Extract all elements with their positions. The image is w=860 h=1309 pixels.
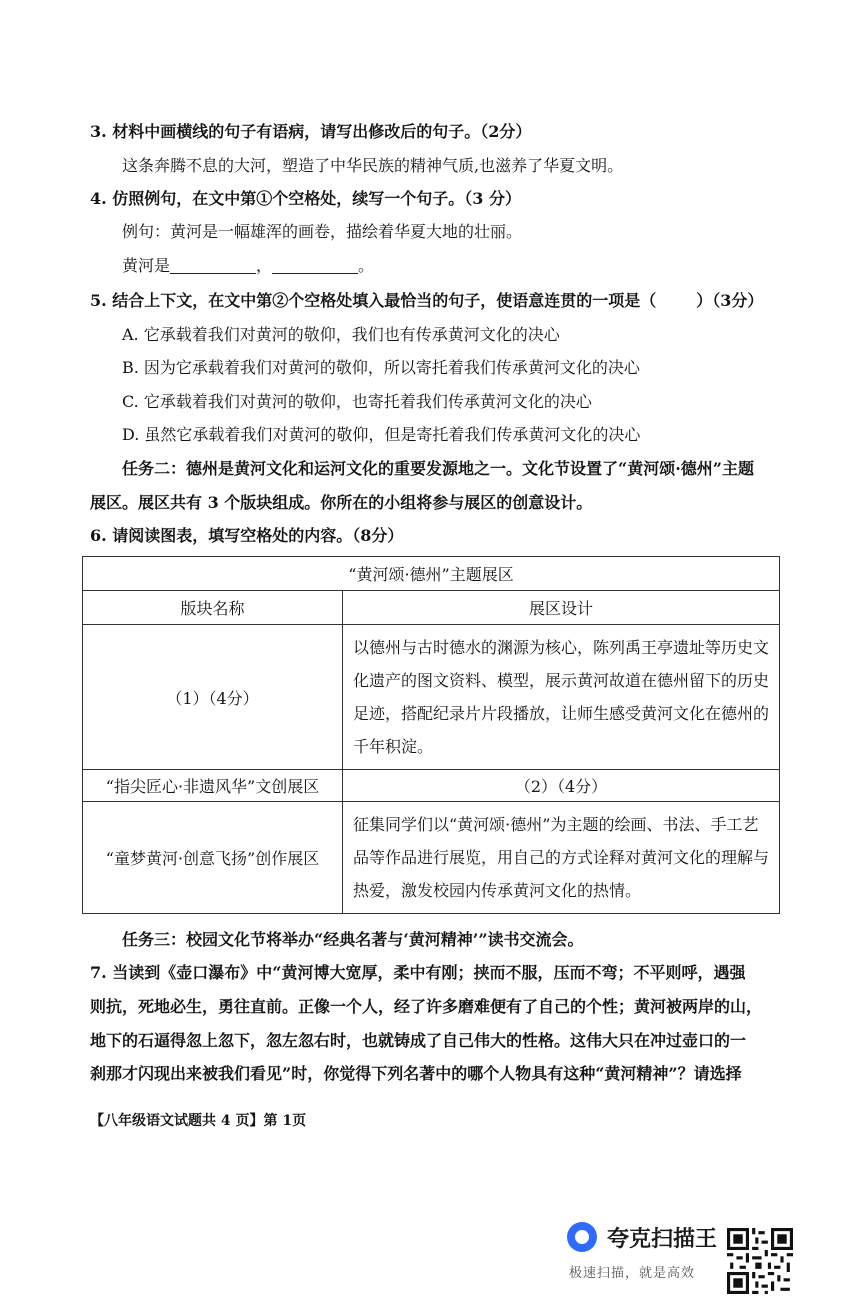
exhibit-table — [82, 556, 780, 914]
q4-blank-1[interactable] — [170, 257, 256, 274]
q5-prompt-line — [90, 290, 763, 312]
q4-fill-start: 黄河是 — [122, 256, 171, 275]
brand-slogan: 极速扫描，就是高效 — [569, 1266, 696, 1281]
row1-name-blank[interactable]: （1）（4分） — [83, 625, 343, 770]
q4-fill-end: 。 — [358, 256, 375, 275]
row2-name: “指尖匠心·非遗风华”文创展区 — [83, 770, 343, 802]
q3-prompt: 3. 材料中画横线的句子有语病，请写出修改后的句子。（2分） — [90, 122, 532, 141]
q4-fill-comma: ， — [256, 256, 273, 275]
qr-code-icon — [727, 1228, 793, 1294]
q4-prompt: 4. 仿照例句，在文中第①个空格处，续写一个句子。（3 分） — [90, 189, 521, 208]
q4-fill-line — [122, 255, 374, 277]
q5-prompt: 5. 结合上下文，在文中第②个空格处填入最恰当的句子，使语意连贯的一项是（ — [90, 291, 657, 310]
table-header-row — [83, 591, 780, 625]
q7-line2: 则抗，死地必生，勇往直前。正像一个人，经了许多磨难便有了自己的个性；黄河被两岸的山， — [90, 997, 763, 1016]
q5-prompt-end: ）（3分） — [696, 291, 764, 310]
table-header-name: 版块名称 — [83, 591, 343, 625]
row2-design-blank[interactable]: （2）（4分） — [343, 770, 780, 802]
row1-design: 以德州与古时德水的渊源为核心，陈列禹王亭遗址等历史文化遗产的图文资料、模型，展示黄河故道在德州留下的历史足迹，搭配纪录片片段播放，让师生感受黄河文化在德州的千年积淀。 — [343, 625, 780, 770]
q4-example: 例句：黄河是一幅雄浑的画卷，描绘着华夏大地的壮丽。 — [122, 222, 523, 241]
table-row — [83, 770, 780, 802]
q4-blank-2[interactable] — [272, 257, 358, 274]
task2-line1: 任务二：德州是黄河文化和运河文化的重要发源地之一。文化节设置了“黄河颂·德州”主题 — [122, 459, 754, 478]
brand-name: 夸克扫描王 — [607, 1227, 718, 1252]
table-row — [83, 625, 780, 770]
table-title: “黄河颂·德州”主题展区 — [83, 557, 780, 591]
row3-design: 征集同学们以“黄河颂·德州”为主题的绘画、书法、手工艺品等作品进行展览，用自己的方式诠释对黄河文化的理解与热爱，激发校园内传承黄河文化的热情。 — [343, 802, 780, 914]
q7-line4: 刹那才闪现出来被我们看见”时，你觉得下列名著中的哪个人物具有这种“黄河精神”？请选择 — [90, 1064, 742, 1083]
task2-line2: 展区。展区共有 3 个版块组成。你所在的小组将参与展区的创意设计。 — [90, 493, 593, 512]
table-header-design: 展区设计 — [343, 591, 780, 625]
scanner-watermark — [567, 1222, 727, 1292]
q5-option-d: D. 虽然它承载着我们对黄河的敬仰，但是寄托着我们传承黄河文化的决心 — [122, 425, 641, 444]
page-footer: 【八年级语文试题共 4 页】第 1页 — [90, 1113, 307, 1129]
table-title-row — [83, 557, 780, 591]
q5-option-c: C. 它承载着我们对黄河的敬仰，也寄托着我们传承黄河文化的决心 — [122, 392, 592, 411]
row3-name: “童梦黄河·创意飞扬”创作展区 — [83, 802, 343, 914]
q5-option-b: B. 因为它承载着我们对黄河的敬仰，所以寄托着我们传承黄河文化的决心 — [122, 358, 640, 377]
quark-logo-icon — [567, 1222, 597, 1252]
q3-answer: 这条奔腾不息的大河，塑造了中华民族的精神气质,也滋养了华夏文明。 — [122, 156, 624, 175]
q7-line1: 7. 当读到《壶口瀑布》中“黄河博大宽厚，柔中有刚；挟而不服，压而不弯；不平则呼，遇强 — [90, 963, 746, 982]
q5-option-a: A. 它承载着我们对黄河的敬仰，我们也有传承黄河文化的决心 — [122, 325, 560, 344]
q7-line3: 地下的石逼得忽上忽下，忽左忽右时，也就铸成了自己伟大的性格。这伟大只在冲过壶口的一 — [90, 1031, 747, 1050]
task3-text: 任务三：校园文化节将举办“经典名著与‘黄河精神’”读书交流会。 — [122, 930, 584, 949]
table-row — [83, 802, 780, 914]
q6-prompt: 6. 请阅读图表，填写空格处的内容。（8分） — [90, 526, 404, 545]
